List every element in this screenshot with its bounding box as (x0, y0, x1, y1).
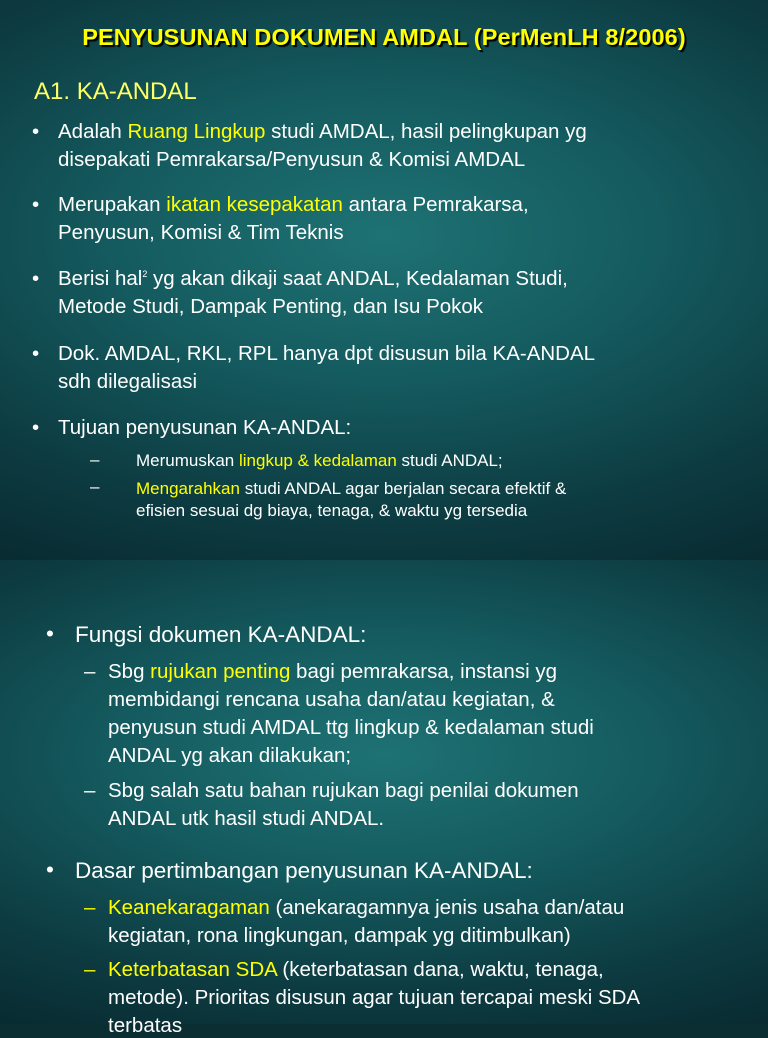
item-3-line-2: Metode Studi, Dampak Penting, dan Isu Pokok (58, 295, 484, 318)
bullet-icon: • (46, 621, 54, 646)
item-4-line-2: sdh dilegalisasi (58, 370, 198, 393)
section-heading: A1. KA-ANDAL (34, 78, 197, 105)
dash-icon: – (84, 896, 96, 919)
fungsi-2-line-1: Sbg salah satu bahan rujukan bagi penilai dokumen (108, 779, 579, 802)
dasar-1-line-1: Keanekaragaman (anekaragamnya jenis usaha dan/atau (108, 896, 625, 919)
dash-icon: – (84, 779, 96, 802)
sub-item-1: Merumuskan lingkup & kedalaman studi ANDAL; (136, 451, 503, 470)
item-4-line-1: Dok. AMDAL, RKL, RPL hanya dpt disusun bila KA-ANDAL (58, 342, 596, 365)
bullet-icon: • (32, 193, 40, 216)
item-2-line-2: Penyusun, Komisi & Tim Teknis (58, 221, 344, 244)
item-2-line-1: Merupakan ikatan kesepakatan antara Pemrakarsa, (58, 193, 529, 216)
slide-2 (0, 560, 768, 1037)
dash-icon: – (84, 660, 96, 683)
fungsi-heading: Fungsi dokumen KA-ANDAL: (75, 622, 367, 647)
sub-item-2-line-2: efisien sesuai dg biaya, tenaga, & waktu yg tersedia (136, 501, 528, 520)
item-5-line-1: Tujuan penyusunan KA-ANDAL: (58, 416, 352, 439)
bullet-icon: • (32, 267, 40, 290)
dasar-heading: Dasar pertimbangan penyusunan KA-ANDAL: (75, 858, 533, 883)
bullet-icon: • (32, 342, 40, 365)
dash-icon: – (90, 477, 100, 496)
fungsi-1-line-4: ANDAL yg akan dilakukan; (108, 744, 352, 767)
dasar-2-line-1: Keterbatasan SDA (keterbatasan dana, waktu, tenaga, (108, 958, 604, 981)
sub-item-2-line-1: Mengarahkan studi ANDAL agar berjalan secara efektif & (136, 479, 567, 498)
item-1-line-1: Adalah Ruang Lingkup studi AMDAL, hasil pelingkupan yg (58, 120, 587, 143)
bullet-icon: • (32, 120, 40, 143)
slide-title: PENYUSUNAN DOKUMEN AMDAL (PerMenLH 8/2006) (82, 24, 686, 50)
fungsi-1-line-1: Sbg rujukan penting bagi pemrakarsa, instansi yg (108, 660, 557, 683)
dash-icon: – (90, 450, 100, 469)
fungsi-1-line-2: membidangi rencana usaha dan/atau kegiatan, & (108, 688, 555, 711)
dasar-1-line-2: kegiatan, rona lingkungan, dampak yg ditimbulkan) (108, 924, 571, 947)
item-3-line-1: Berisi hal$^2$ yg akan dikaji saat ANDAL, Kedalaman Studi, (58, 267, 568, 290)
bullet-icon: • (46, 857, 54, 882)
dasar-2-line-2: metode). Prioritas disusun agar tujuan tercapai meski SDA (108, 986, 641, 1009)
dash-icon: – (84, 958, 96, 981)
fungsi-2-line-2: ANDAL utk hasil studi ANDAL. (108, 807, 385, 830)
dasar-2-line-3: terbatas (108, 1014, 183, 1037)
item-1-line-2: disepakati Pemrakarsa/Penyusun & Komisi AMDAL (58, 148, 526, 171)
bullet-icon: • (32, 416, 40, 439)
fungsi-1-line-3: penyusun studi AMDAL ttg lingkup & kedalaman studi (108, 716, 594, 739)
